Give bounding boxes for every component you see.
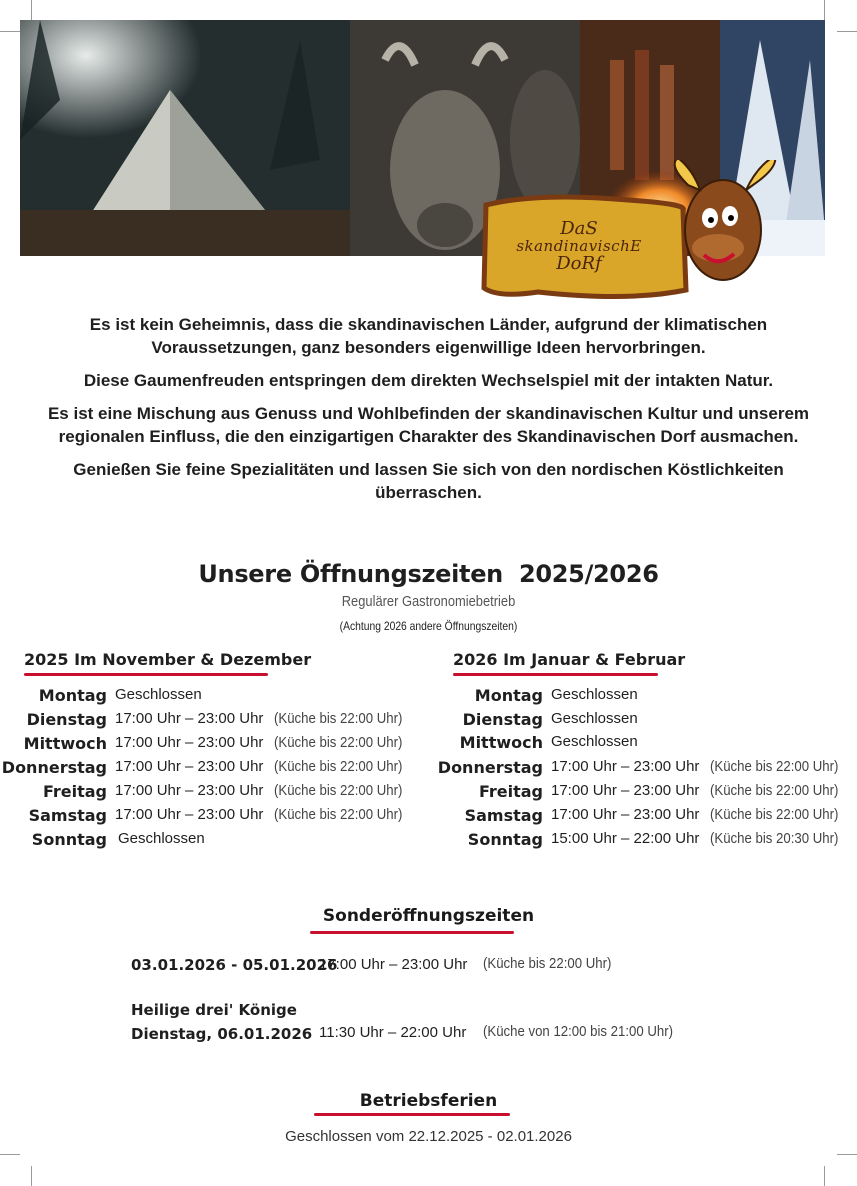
special-occasion: Heilige drei' Könige — [131, 1001, 297, 1019]
day-label: Samstag — [28, 806, 107, 825]
crop-mark — [824, 0, 825, 20]
opening-hours-title-text: Unsere Öffnungszeiten — [198, 560, 503, 588]
logo-wordmark — [490, 220, 668, 274]
crop-mark — [837, 31, 857, 32]
special-date: 03.01.2026 - 05.01.2026 — [131, 956, 338, 974]
intro-paragraph: Diese Gaumenfreuden entspringen dem direkten Wechselspiel mit der intakten Natur. — [83, 371, 774, 390]
crop-mark — [0, 31, 20, 32]
time-range: 17:00 Uhr – 23:00 Uhr — [115, 734, 264, 751]
time-range: Geschlossen — [551, 710, 638, 727]
kitchen-hours: (Küche bis 22:00 Uhr) — [274, 734, 403, 751]
special-hours-title: Sonderöffnungszeiten — [322, 906, 535, 926]
kitchen-hours: (Küche bis 22:00 Uhr) — [274, 758, 403, 775]
time-range: Geschlossen — [115, 686, 202, 703]
day-label: Sonntag — [31, 830, 107, 849]
opening-hours-note: (Achtung 2026 andere Öffnungszeiten) — [339, 619, 518, 633]
holidays-text: Geschlossen vom 22.12.2025 - 02.01.2026 — [285, 1128, 572, 1145]
opening-hours-title — [0, 560, 857, 588]
kitchen-hours: (Küche bis 22:00 Uhr) — [274, 806, 403, 823]
crop-mark — [0, 1154, 20, 1155]
time-range: 15:00 Uhr – 22:00 Uhr — [551, 830, 700, 847]
special-date: Dienstag, 06.01.2026 — [131, 1025, 313, 1043]
day-label: Dienstag — [462, 710, 543, 729]
time-range: 17:00 Uhr – 23:00 Uhr — [551, 782, 700, 799]
logo-line: DaS — [560, 218, 598, 239]
day-label: Samstag — [464, 806, 543, 825]
day-label: Donnerstag — [437, 758, 543, 777]
intro-text — [30, 313, 827, 514]
day-label: Dienstag — [26, 710, 107, 729]
day-label: Mittwoch — [23, 734, 107, 753]
heading-underline — [453, 673, 658, 676]
heading-underline — [314, 1113, 510, 1116]
kitchen-hours: (Küche von 12:00 bis 21:00 Uhr) — [483, 1023, 674, 1040]
kitchen-hours: (Küche bis 22:00 Uhr) — [483, 955, 612, 972]
day-label: Freitag — [478, 782, 543, 801]
intro-paragraph: Es ist eine Mischung aus Genuss und Wohlbefinden der skandinavischen Kultur und unserem regionalen Einfluss, die den einzigartigen Charakter des Skandinavischen Dorf ausmachen. — [47, 404, 810, 446]
logo-line: DoRf — [556, 252, 602, 274]
logo-line: skandinavischE — [516, 236, 642, 255]
time-range: Geschlossen — [551, 686, 638, 703]
day-label: Freitag — [42, 782, 107, 801]
kitchen-hours: (Küche bis 22:00 Uhr) — [274, 710, 403, 727]
kitchen-hours: (Küche bis 22:00 Uhr) — [710, 758, 839, 775]
time-range: 17:00 Uhr – 23:00 Uhr — [115, 758, 264, 775]
crop-mark — [824, 1166, 825, 1186]
heading-underline — [310, 931, 514, 934]
left-column-heading: 2025 Im November & Dezember — [24, 650, 312, 669]
time-range: 17:00 Uhr – 23:00 Uhr — [551, 806, 700, 823]
intro-paragraph: Es ist kein Geheimnis, dass die skandinavischen Länder, aufgrund der klimatischen Voraussetzungen, ganz besonders eigenwillige Ideen hervorbringen. — [89, 315, 768, 357]
time-range: 17:00 Uhr – 23:00 Uhr — [115, 806, 264, 823]
time-range: 17:00 Uhr – 23:00 Uhr — [115, 782, 264, 799]
day-label: Montag — [38, 686, 107, 705]
opening-hours-subtitle: Regulärer Gastronomiebetrieb — [341, 593, 516, 610]
day-label: Donnerstag — [1, 758, 107, 777]
opening-hours-year: 2025/2026 — [518, 560, 659, 588]
time-range: Geschlossen — [551, 733, 638, 750]
time-range: Geschlossen — [118, 830, 205, 847]
right-column-heading: 2026 Im Januar & Februar — [453, 650, 686, 669]
kitchen-hours: (Küche bis 22:00 Uhr) — [274, 782, 403, 799]
time-range: 17:00 Uhr – 23:00 Uhr — [319, 956, 468, 973]
intro-paragraph: Genießen Sie feine Spezialitäten und lassen Sie sich von den nordischen Köstlichkeiten überraschen. — [73, 460, 784, 502]
kitchen-hours: (Küche bis 22:00 Uhr) — [710, 782, 839, 799]
day-label: Sonntag — [467, 830, 543, 849]
holidays-title: Betriebsferien — [359, 1091, 498, 1111]
time-range: 17:00 Uhr – 23:00 Uhr — [551, 758, 700, 775]
crop-mark — [837, 1154, 857, 1155]
kitchen-hours: (Küche bis 22:00 Uhr) — [710, 806, 839, 823]
crop-mark — [31, 1166, 32, 1186]
day-label: Mittwoch — [459, 733, 543, 752]
time-range: 11:30 Uhr – 22:00 Uhr — [319, 1024, 467, 1041]
time-range: 17:00 Uhr – 23:00 Uhr — [115, 710, 264, 727]
logo — [478, 160, 778, 305]
kitchen-hours: (Küche bis 20:30 Uhr) — [710, 830, 839, 847]
day-label: Montag — [474, 686, 543, 705]
heading-underline — [24, 673, 268, 676]
crop-mark — [31, 0, 32, 20]
